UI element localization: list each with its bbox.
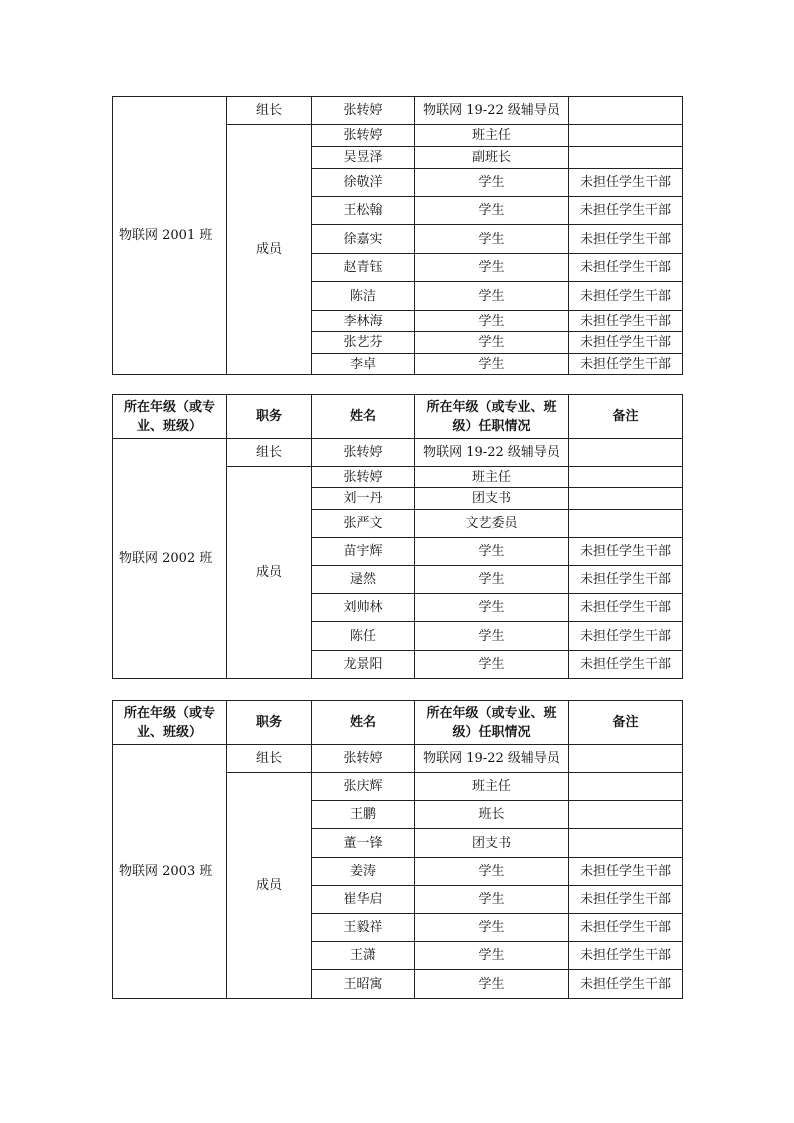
position-cell: 学生 <box>415 942 569 970</box>
name-cell: 陈任 <box>312 622 415 651</box>
note-cell: 未担任学生干部 <box>569 942 683 970</box>
note-cell: 未担任学生干部 <box>569 282 683 311</box>
position-cell: 物联网 19-22 级辅导员 <box>415 745 569 773</box>
note-cell: 未担任学生干部 <box>569 225 683 254</box>
name-cell: 董一锋 <box>312 829 415 858</box>
position-cell: 学生 <box>415 970 569 999</box>
position-cell: 学生 <box>415 914 569 942</box>
leader-row <box>113 745 683 773</box>
note-cell <box>569 510 683 538</box>
note-cell <box>569 773 683 801</box>
class-name-cell: 物联网 2001 班 <box>113 97 227 375</box>
header-role: 职务 <box>227 395 312 439</box>
note-cell: 未担任学生干部 <box>569 538 683 566</box>
role-cell: 成员 <box>227 773 312 999</box>
position-cell: 学生 <box>415 197 569 225</box>
name-cell: 张艺芬 <box>312 332 415 354</box>
position-cell: 班主任 <box>415 773 569 801</box>
name-cell: 刘一丹 <box>312 488 415 510</box>
committee-table-2002 <box>112 394 683 679</box>
note-cell: 未担任学生干部 <box>569 622 683 651</box>
class-name-cell: 物联网 2003 班 <box>113 745 227 999</box>
note-cell: 未担任学生干部 <box>569 197 683 225</box>
leader-row <box>113 97 683 125</box>
role-cell: 组长 <box>227 97 312 125</box>
note-cell <box>569 125 683 147</box>
position-cell: 班长 <box>415 801 569 829</box>
note-cell <box>569 467 683 488</box>
position-cell: 学生 <box>415 651 569 679</box>
note-cell: 未担任学生干部 <box>569 332 683 354</box>
name-cell: 张转婷 <box>312 467 415 488</box>
note-cell: 未担任学生干部 <box>569 594 683 622</box>
name-cell: 李林海 <box>312 311 415 332</box>
note-cell: 未担任学生干部 <box>569 566 683 594</box>
note-cell: 未担任学生干部 <box>569 169 683 197</box>
position-cell: 班主任 <box>415 125 569 147</box>
leader-row <box>113 439 683 467</box>
name-cell: 陈洁 <box>312 282 415 311</box>
header-role: 职务 <box>227 701 312 745</box>
position-cell: 副班长 <box>415 147 569 169</box>
name-cell: 王潇 <box>312 942 415 970</box>
name-cell: 龙景阳 <box>312 651 415 679</box>
committee-table-2003 <box>112 700 683 999</box>
note-cell: 未担任学生干部 <box>569 858 683 886</box>
position-cell: 学生 <box>415 311 569 332</box>
header-position: 所在年级（或专业、班级）任职情况 <box>415 701 569 745</box>
name-cell: 张转婷 <box>312 97 415 125</box>
note-cell: 未担任学生干部 <box>569 311 683 332</box>
name-cell: 张庆辉 <box>312 773 415 801</box>
name-cell: 王鹏 <box>312 801 415 829</box>
position-cell: 学生 <box>415 858 569 886</box>
position-cell: 学生 <box>415 332 569 354</box>
note-cell: 未担任学生干部 <box>569 914 683 942</box>
name-cell: 徐嘉实 <box>312 225 415 254</box>
position-cell: 学生 <box>415 886 569 914</box>
position-cell: 团支书 <box>415 488 569 510</box>
header-name: 姓名 <box>312 701 415 745</box>
position-cell: 学生 <box>415 622 569 651</box>
name-cell: 逯然 <box>312 566 415 594</box>
name-cell: 王松翰 <box>312 197 415 225</box>
position-cell: 物联网 19-22 级辅导员 <box>415 97 569 125</box>
position-cell: 班主任 <box>415 467 569 488</box>
name-cell: 崔华启 <box>312 886 415 914</box>
position-cell: 学生 <box>415 354 569 375</box>
note-cell: 未担任学生干部 <box>569 886 683 914</box>
header-name: 姓名 <box>312 395 415 439</box>
header-row <box>113 395 683 439</box>
header-note: 备注 <box>569 701 683 745</box>
position-cell: 文艺委员 <box>415 510 569 538</box>
note-cell: 未担任学生干部 <box>569 254 683 282</box>
name-cell: 王毅祥 <box>312 914 415 942</box>
position-cell: 物联网 19-22 级辅导员 <box>415 439 569 467</box>
role-cell: 成员 <box>227 125 312 375</box>
note-cell: 未担任学生干部 <box>569 970 683 999</box>
note-cell <box>569 801 683 829</box>
name-cell: 徐敬洋 <box>312 169 415 197</box>
name-cell: 刘帅林 <box>312 594 415 622</box>
committee-table-2001 <box>112 96 683 375</box>
position-cell: 学生 <box>415 566 569 594</box>
note-cell <box>569 97 683 125</box>
name-cell: 李卓 <box>312 354 415 375</box>
position-cell: 学生 <box>415 254 569 282</box>
note-cell: 未担任学生干部 <box>569 651 683 679</box>
name-cell: 张转婷 <box>312 745 415 773</box>
header-row <box>113 701 683 745</box>
position-cell: 学生 <box>415 282 569 311</box>
role-cell: 成员 <box>227 467 312 679</box>
position-cell: 学生 <box>415 538 569 566</box>
name-cell: 姜涛 <box>312 858 415 886</box>
position-cell: 学生 <box>415 594 569 622</box>
position-cell: 团支书 <box>415 829 569 858</box>
note-cell: 未担任学生干部 <box>569 354 683 375</box>
note-cell <box>569 745 683 773</box>
header-grade: 所在年级（或专业、班级） <box>113 701 227 745</box>
role-cell: 组长 <box>227 439 312 467</box>
name-cell: 张转婷 <box>312 439 415 467</box>
name-cell: 赵青钰 <box>312 254 415 282</box>
header-grade: 所在年级（或专业、班级） <box>113 395 227 439</box>
position-cell: 学生 <box>415 225 569 254</box>
name-cell: 张严文 <box>312 510 415 538</box>
name-cell: 王昭寓 <box>312 970 415 999</box>
note-cell <box>569 147 683 169</box>
header-position: 所在年级（或专业、班级）任职情况 <box>415 395 569 439</box>
class-name-cell: 物联网 2002 班 <box>113 439 227 679</box>
name-cell: 苗宇辉 <box>312 538 415 566</box>
role-cell: 组长 <box>227 745 312 773</box>
note-cell <box>569 488 683 510</box>
name-cell: 吴昱泽 <box>312 147 415 169</box>
name-cell: 张转婷 <box>312 125 415 147</box>
note-cell <box>569 439 683 467</box>
position-cell: 学生 <box>415 169 569 197</box>
note-cell <box>569 829 683 858</box>
header-note: 备注 <box>569 395 683 439</box>
